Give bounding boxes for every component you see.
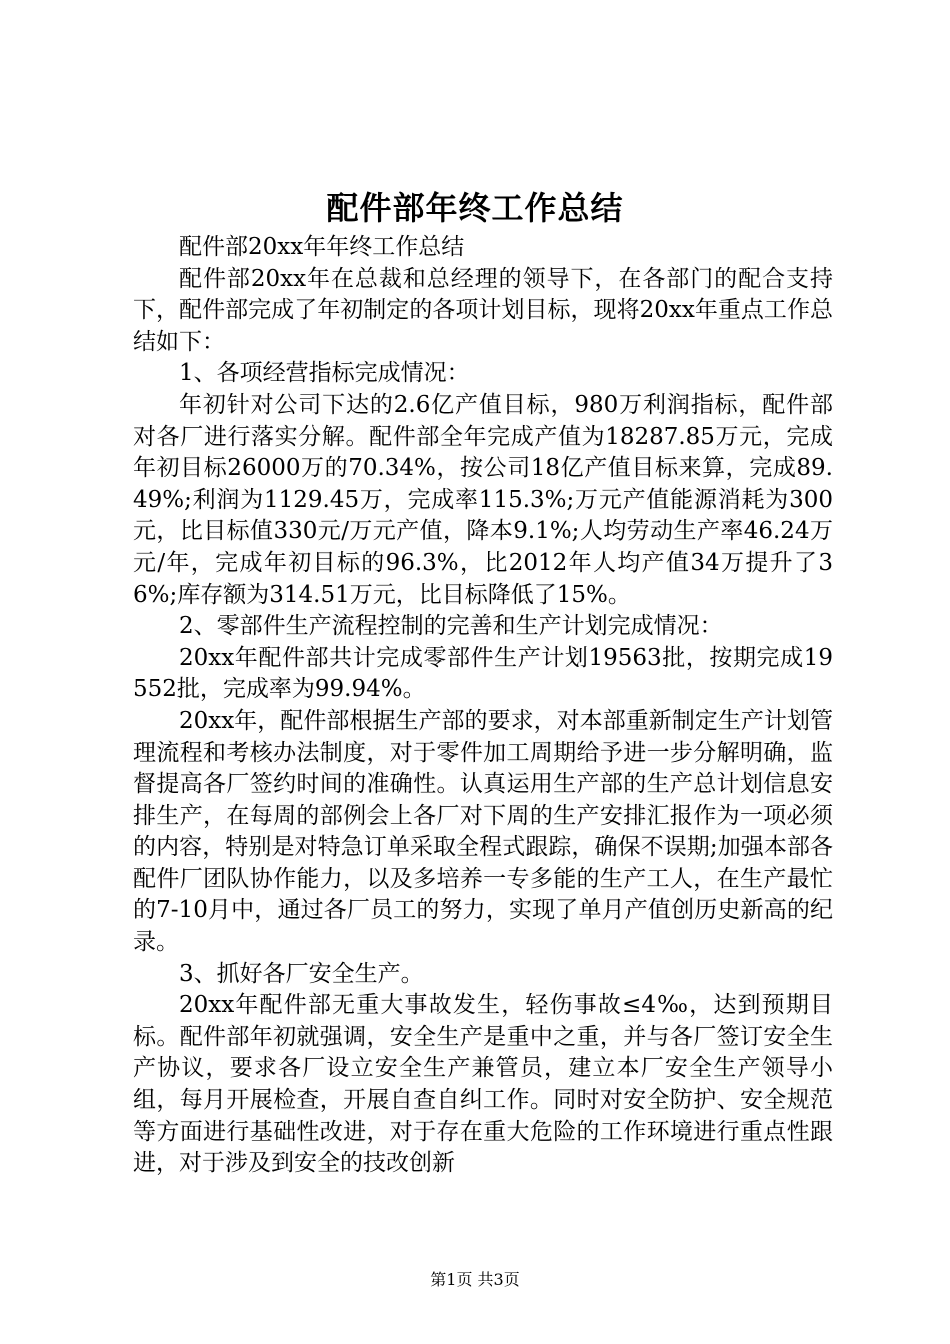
body-paragraph: 20xx年，配件部根据生产部的要求，对本部重新制定生产计划管理流程和考核办法制度，对于零件加工周期给予进一步分解明确，监督提高各厂签约时间的准确性。认真运用生产部的生产总计划信息安排生产，在每周的部例会上各厂对下周的生产安排汇报作为一项必须的内容，特别是对特急订单采取全程式跟踪，确保不误期;加强本部各配件厂团队协作能力，以及多培养一专多能的生产工人，在生产最忙的7-10月中，通过各厂员工的努力，实现了单月产值创历史新高的纪录。 xyxy=(133,707,833,956)
body-paragraph: 20xx年配件部无重大事故发生，轻伤事故≤4‰，达到预期目标。配件部年初就强调，安全生产是重中之重，并与各厂签订安全生产协议，要求各厂设立安全生产兼管员，建立本厂安全生产领导小组，每月开展检查，开展自查自纠工作。同时对安全防护、安全规范等方面进行基础性改进，对于存在重大危险的工作环境进行重点性跟进，对于涉及到安全的技改创新 xyxy=(133,992,833,1177)
body-paragraph: 配件部20xx年在总裁和总经理的领导下，在各部门的配合支持下，配件部完成了年初制定的各项计划目标，现将20xx年重点工作总结如下： xyxy=(133,265,833,355)
section-heading: 2、零部件生产流程控制的完善和生产计划完成情况： xyxy=(179,613,723,640)
section-heading: 1、各项经营指标完成情况： xyxy=(179,360,470,387)
document-title: 配件部年终工作总结 xyxy=(326,189,624,227)
section-heading: 3、抓好各厂安全生产。 xyxy=(179,960,424,987)
body-paragraph: 配件部20xx年年终工作总结 xyxy=(179,234,465,260)
page-footer: 第1页 共3页 xyxy=(430,1270,520,1289)
body-paragraph: 20xx年配件部共计完成零部件生产计划19563批，按期完成19552批，完成率为99.94%。 xyxy=(133,644,833,703)
document-body xyxy=(133,232,833,1180)
body-paragraph: 年初针对公司下达的2.6亿产值目标，980万利润指标，配件部对各厂进行落实分解。配件部全年完成产值为18287.85万元，完成年初目标26000万的70.34%，按公司18亿产值目标来算，完成89.49%;利润为1129.45万，完成率115.3%;万元产值能源消耗为300元，比目标值330元/万元产值，降本9.1%;人均劳动生产率46.24万元/年，完成年初目标的96.3%，比2012年人均产值34万提升了36%;库存额为314.51万元，比目标降低了15%。 xyxy=(133,391,833,608)
